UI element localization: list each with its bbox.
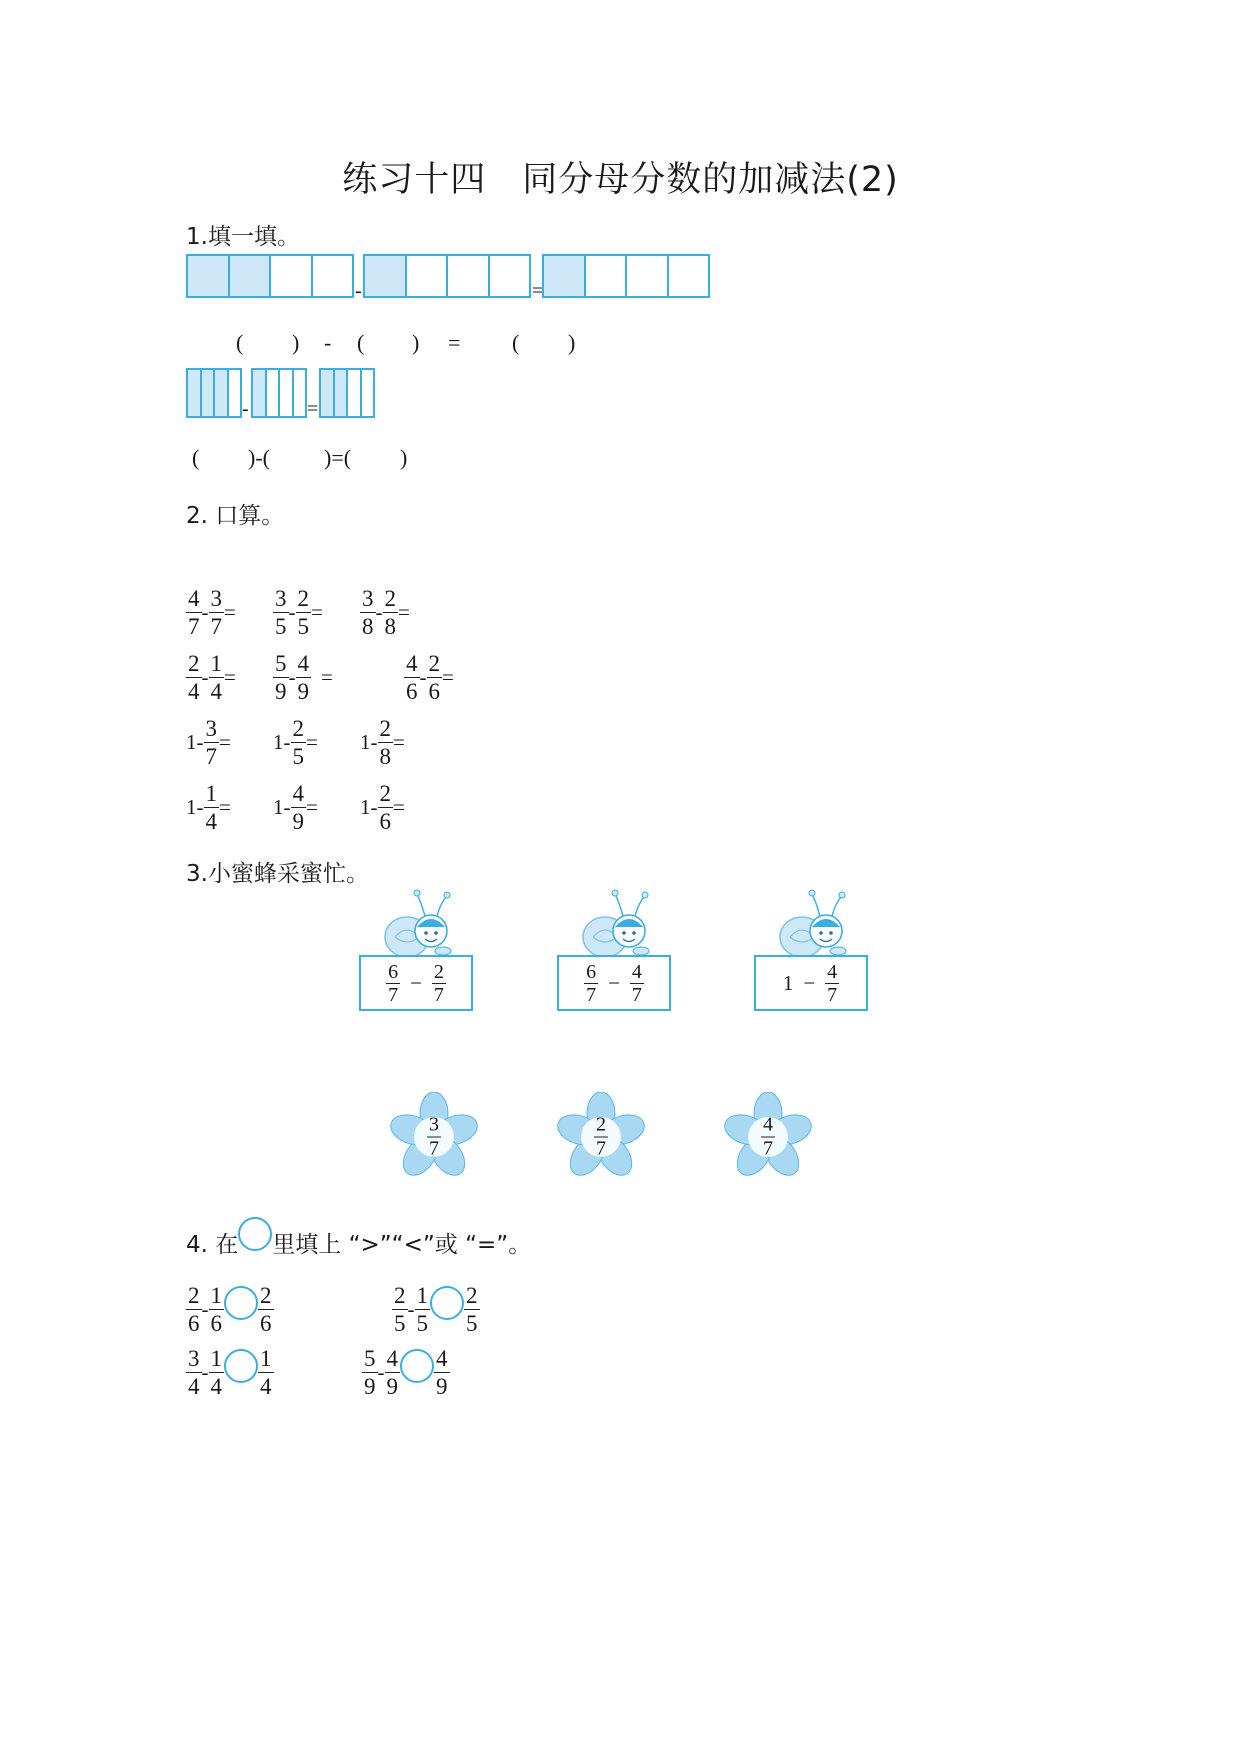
denominator: 5 <box>275 614 287 639</box>
denominator: 4 <box>205 809 217 834</box>
equals-sign: = <box>306 795 318 819</box>
minus-sign: - <box>375 600 383 624</box>
mental-math-expression <box>186 780 231 835</box>
denominator: 5 <box>297 614 309 639</box>
numerator: 4 <box>827 960 838 983</box>
denominator: 6 <box>379 809 391 834</box>
q1-heading: 1.填一填。 <box>186 224 300 250</box>
denominator: 8 <box>384 614 396 639</box>
numerator: 2 <box>292 716 304 741</box>
denominator: 9 <box>292 809 304 834</box>
flower-answer <box>723 1092 813 1182</box>
flower-answer <box>556 1092 646 1182</box>
mental-math-expression <box>404 650 454 705</box>
mental-math-expression <box>273 715 318 770</box>
numerator: 2 <box>188 1283 200 1308</box>
fraction <box>360 585 376 640</box>
bar-cell-shaded <box>188 370 202 416</box>
compare-expression <box>362 1345 450 1400</box>
equals-sign: = <box>307 398 319 420</box>
minus-sign: - <box>201 1360 209 1384</box>
bar-cell-shaded <box>215 370 229 416</box>
denominator: 9 <box>275 679 287 704</box>
denominator: 6 <box>406 679 418 704</box>
fraction <box>258 1345 274 1400</box>
bar-cell-shaded <box>365 256 407 296</box>
numerator: 4 <box>292 781 304 806</box>
mental-math-expression <box>273 780 318 835</box>
fraction <box>209 650 225 705</box>
fraction <box>291 715 307 770</box>
numerator: 3 <box>188 1346 200 1371</box>
denominator: 6 <box>428 679 440 704</box>
numerator: 5 <box>364 1346 376 1371</box>
bar-cell-shaded <box>230 256 272 296</box>
fraction <box>204 780 220 835</box>
numerator: 4 <box>297 651 309 676</box>
denominator: 5 <box>416 1311 428 1336</box>
denominator: 7 <box>388 983 399 1006</box>
numerator: 2 <box>379 716 391 741</box>
fraction-bar-6 <box>319 368 375 418</box>
bar-cell-shaded <box>335 370 349 416</box>
compare-circle-input[interactable] <box>400 1349 434 1383</box>
fraction <box>296 650 312 705</box>
fraction <box>385 1345 401 1400</box>
compare-expression <box>392 1282 480 1337</box>
denominator: 7 <box>827 983 838 1006</box>
numerator: 2 <box>297 586 309 611</box>
bar-cell-empty <box>313 256 353 296</box>
fraction <box>427 650 443 705</box>
denominator: 5 <box>466 1311 478 1336</box>
fraction <box>383 585 399 640</box>
mental-math-expression <box>186 650 236 705</box>
whole-number-minus: 1- <box>273 795 291 819</box>
bar-cell-shaded <box>544 256 586 296</box>
numerator: 2 <box>384 586 396 611</box>
fraction <box>209 585 225 640</box>
q3-heading: 3.小蜜蜂采蜜忙。 <box>186 861 369 887</box>
numerator: 1 <box>416 1283 428 1308</box>
q2-heading: 2. 口算。 <box>186 503 285 529</box>
fraction <box>392 1282 408 1337</box>
denominator: 6 <box>260 1311 272 1336</box>
denominator: 9 <box>386 1374 398 1399</box>
bee-problem-card <box>359 955 473 1011</box>
bee-problem-card <box>557 955 671 1011</box>
fraction <box>434 1345 450 1400</box>
bar-cell-empty <box>280 370 294 416</box>
bar-cell-empty <box>267 370 281 416</box>
equals-sign: = <box>398 600 410 624</box>
numerator: 4 <box>763 1113 773 1136</box>
numerator: 4 <box>436 1346 448 1371</box>
numerator: 2 <box>433 960 444 983</box>
bee-icon <box>776 885 856 960</box>
numerator: 6 <box>388 960 399 983</box>
equals-sign: = <box>321 665 333 689</box>
fraction <box>209 1282 225 1337</box>
bar-cell-shaded <box>321 370 335 416</box>
minus-sign: - <box>201 665 209 689</box>
page-title: 练习十四 同分母分数的加减法(2) <box>342 160 899 200</box>
whole-number: 1 <box>782 970 794 995</box>
denominator: 9 <box>436 1374 448 1399</box>
minus-sign: - <box>201 600 209 624</box>
numerator: 4 <box>188 586 200 611</box>
denominator: 7 <box>586 983 597 1006</box>
numerator: 2 <box>428 651 440 676</box>
minus-sign: − <box>803 970 816 995</box>
numerator: 1 <box>210 1283 222 1308</box>
fraction <box>258 1282 274 1337</box>
fraction <box>186 1282 202 1337</box>
fraction-bar-1 <box>186 254 354 298</box>
denominator: 5 <box>292 744 304 769</box>
equals-sign: = <box>224 665 236 689</box>
minus-sign: - <box>201 1297 209 1321</box>
fraction <box>432 961 446 1006</box>
denominator: 4 <box>188 1374 200 1399</box>
numerator: 2 <box>188 651 200 676</box>
minus-sign: − <box>608 970 620 995</box>
fraction <box>630 961 644 1006</box>
numerator: 4 <box>386 1346 398 1371</box>
bar-cell-shaded <box>253 370 267 416</box>
fraction <box>186 585 202 640</box>
numerator: 2 <box>596 1113 606 1136</box>
fraction <box>291 780 307 835</box>
q1-row2-answer-line: ( )-( )=( ) <box>192 445 408 470</box>
fraction <box>378 780 394 835</box>
equals-sign: = <box>532 280 544 302</box>
fraction <box>415 1282 431 1337</box>
equals-sign: = <box>306 730 318 754</box>
numerator: 1 <box>210 651 222 676</box>
denominator: 4 <box>210 679 222 704</box>
numerator: 2 <box>379 781 391 806</box>
fraction <box>427 1114 441 1161</box>
mental-math-expression <box>273 650 333 705</box>
bar-cell-shaded <box>202 370 216 416</box>
fraction-bar-5 <box>251 368 307 418</box>
minus-sign: - <box>407 1297 415 1321</box>
bar-cell-empty <box>362 370 374 416</box>
denominator: 8 <box>379 744 391 769</box>
denominator: 4 <box>188 679 200 704</box>
bar-cell-empty <box>669 256 709 296</box>
mental-math-expression <box>273 585 323 640</box>
fraction <box>594 1114 608 1161</box>
equals-sign: = <box>393 730 405 754</box>
fraction-bar-3 <box>542 254 710 298</box>
numerator: 1 <box>205 781 217 806</box>
bar-cell-empty <box>271 256 313 296</box>
bee-problem-card <box>754 955 868 1011</box>
fraction <box>273 650 289 705</box>
bar-cell-empty <box>627 256 669 296</box>
bar-cell-shaded <box>188 256 230 296</box>
denominator: 7 <box>188 614 200 639</box>
equals-sign: = <box>311 600 323 624</box>
denominator: 9 <box>364 1374 376 1399</box>
whole-number-minus: 1- <box>186 730 204 754</box>
compare-circle-input[interactable] <box>224 1286 258 1320</box>
numerator: 3 <box>205 716 217 741</box>
numerator: 1 <box>260 1346 272 1371</box>
fraction <box>404 650 420 705</box>
fraction-bar-4 <box>186 368 242 418</box>
whole-number-minus: 1- <box>360 795 378 819</box>
numerator: 3 <box>362 586 374 611</box>
fraction <box>464 1282 480 1337</box>
numerator: 3 <box>275 586 287 611</box>
denominator: 4 <box>210 1374 222 1399</box>
numerator: 4 <box>406 651 418 676</box>
numerator: 2 <box>466 1283 478 1308</box>
minus-sign: - <box>377 1360 385 1384</box>
compare-expression <box>186 1282 274 1337</box>
numerator: 3 <box>429 1113 439 1136</box>
denominator: 4 <box>260 1374 272 1399</box>
compare-circle-input[interactable] <box>224 1349 258 1383</box>
equals-sign: = <box>224 600 236 624</box>
fraction <box>825 961 839 1006</box>
numerator: 2 <box>260 1283 272 1308</box>
numerator: 4 <box>631 960 642 983</box>
bar-cell-empty <box>586 256 628 296</box>
fraction <box>378 715 394 770</box>
bee-icon <box>579 885 659 960</box>
equals-sign: = <box>219 795 231 819</box>
equals-sign: = <box>219 730 231 754</box>
denominator: 7 <box>205 744 217 769</box>
bar-cell-empty <box>448 256 490 296</box>
minus-sign: - <box>419 665 427 689</box>
fraction <box>362 1345 378 1400</box>
denominator: 7 <box>596 1137 606 1160</box>
mental-math-expression <box>186 715 231 770</box>
numerator: 1 <box>210 1346 222 1371</box>
equals-sign: = <box>393 795 405 819</box>
whole-number-minus: 1- <box>186 795 204 819</box>
bar-cell-empty <box>407 256 449 296</box>
fraction <box>386 961 400 1006</box>
q1-row1-answer-line: ( ) - ( ) = ( ) <box>236 330 576 355</box>
minus-sign: - <box>242 398 249 420</box>
whole-number-minus: 1- <box>360 730 378 754</box>
fraction <box>761 1114 775 1161</box>
fraction <box>296 585 312 640</box>
mental-math-expression <box>360 715 405 770</box>
fraction <box>584 961 598 1006</box>
flower-answer <box>389 1092 479 1182</box>
bee-icon <box>381 885 461 960</box>
equals-sign: = <box>442 665 454 689</box>
minus-sign: − <box>410 970 422 995</box>
bar-cell-empty <box>348 370 362 416</box>
denominator: 7 <box>433 983 444 1006</box>
numerator: 5 <box>275 651 287 676</box>
bar-cell-empty <box>490 256 530 296</box>
whole-number-minus: 1- <box>273 730 291 754</box>
numerator: 3 <box>210 586 222 611</box>
denominator: 7 <box>631 983 642 1006</box>
fraction <box>273 585 289 640</box>
numerator: 2 <box>394 1283 406 1308</box>
mental-math-expression <box>360 780 405 835</box>
fraction <box>186 650 202 705</box>
compare-expression <box>186 1345 274 1400</box>
denominator: 6 <box>210 1311 222 1336</box>
denominator: 6 <box>188 1311 200 1336</box>
denominator: 5 <box>394 1311 406 1336</box>
bar-cell-empty <box>229 370 241 416</box>
mental-math-expression <box>186 585 236 640</box>
fraction <box>204 715 220 770</box>
mental-math-expression <box>360 585 410 640</box>
fraction <box>186 1345 202 1400</box>
fraction-bar-2 <box>363 254 531 298</box>
numerator: 6 <box>586 960 597 983</box>
compare-circle-input[interactable] <box>430 1286 464 1320</box>
minus-sign: - <box>288 665 296 689</box>
denominator: 7 <box>210 614 222 639</box>
denominator: 9 <box>297 679 309 704</box>
denominator: 7 <box>763 1137 773 1160</box>
compare-circle-icon <box>238 1217 272 1251</box>
bar-cell-empty <box>294 370 306 416</box>
denominator: 7 <box>429 1137 439 1160</box>
denominator: 8 <box>362 614 374 639</box>
minus-sign: - <box>355 280 362 302</box>
minus-sign: - <box>288 600 296 624</box>
q4-heading: 4. 在 里填上 “>”“<”或 “=”。 <box>186 1226 531 1259</box>
fraction <box>209 1345 225 1400</box>
